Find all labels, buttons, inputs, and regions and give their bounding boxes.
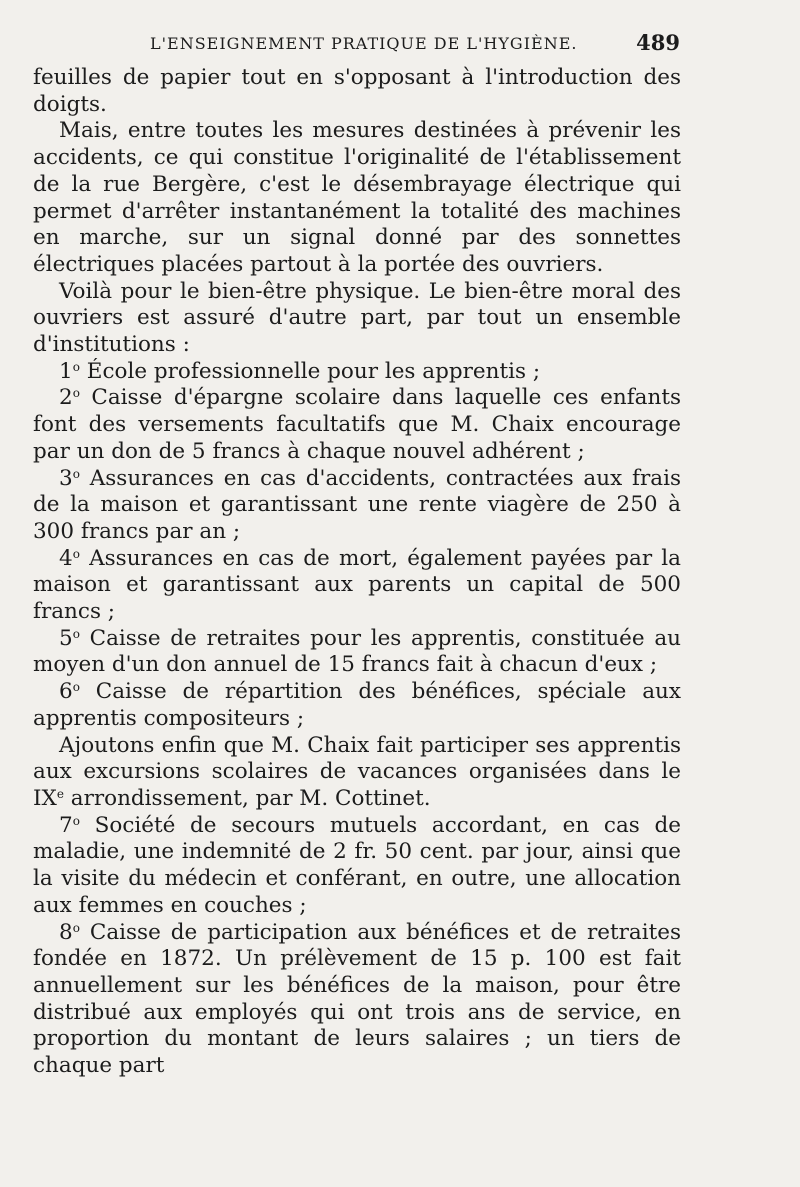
paragraph-text: Ajoutons enfin que M. Chaix fait participer ses apprentis aux excursions scolaires de vacances organisées dans le IXe arrondissement, par M. Cottinet. <box>33 732 681 811</box>
list-number: 8 <box>59 919 73 945</box>
list-item-text: Caisse de retraites pour les apprentis, constituée au moyen d'un don annuel de 15 francs fait à chacun d'eux ; <box>33 625 681 678</box>
list-item <box>33 813 681 920</box>
ordinal-marker: o <box>72 546 80 561</box>
list-number: 5 <box>59 625 73 651</box>
list-item <box>33 466 681 546</box>
list-item-text: Caisse de répartition des bénéfices, spéciale aux apprentis compositeurs ; <box>33 679 681 731</box>
ordinal-marker: o <box>72 920 80 935</box>
list-item <box>33 920 681 1080</box>
paragraph <box>33 118 681 278</box>
ordinal-marker: o <box>72 626 80 641</box>
page-header <box>140 30 680 60</box>
list-number: 7 <box>59 812 73 838</box>
ordinal-marker: o <box>72 680 80 695</box>
body-text <box>33 65 681 1080</box>
list-item <box>33 679 681 732</box>
list-item <box>33 626 681 679</box>
paragraph <box>33 279 681 359</box>
list-item-text: Caisse de participation aux bénéfices et de retraites fondée en 1872. Un prélèvement de 15 p. 100 est fait annuellement sur les bénéfices de la maison, pour être distribué aux employés qui ont trois ans de service, en proportion du montant de leurs salaires ; un tiers de chaque part <box>33 919 681 1079</box>
list-item-text: Société de secours mutuels accordant, en cas de maladie, une indemnité de 2 fr. 50 cent. par jour, ainsi que la visite du médecin et conférant, en outre, une allocation aux femmes en couches ; <box>33 812 681 918</box>
list-item-text: Assurances en cas d'accidents, contractées aux frais de la maison et garantissant une rente viagère de 250 à 300 francs par an ; <box>33 465 681 544</box>
list-number: 2 <box>59 385 73 411</box>
paragraph-text: Voilà pour le bien-être physique. Le bien-être moral des ouvriers est assuré d'autre part, par tout un ensemble d'institutions : <box>33 278 681 358</box>
paragraph-text: Mais, entre toutes les mesures destinées à prévenir les accidents, ce qui constitue l'originalité de l'établissement de la rue Bergère, c'est le désembrayage électrique qui permet d'arrêter instantanément la totalité des machines en marche, sur un signal donné par des sonnettes électriques placées partout à la portée des ouvriers. <box>33 118 681 277</box>
ordinal-marker: o <box>72 359 80 374</box>
list-number: 6 <box>59 679 73 705</box>
list-item-text: Assurances en cas de mort, également payées par la maison et garantissant aux parents un capital de 500 francs ; <box>33 545 681 625</box>
list-number: 4 <box>59 545 73 571</box>
paragraph <box>33 733 681 813</box>
paragraph-text: feuilles de papier tout en s'opposant à l'introduction des doigts. <box>33 65 681 117</box>
ordinal-marker: o <box>72 813 80 828</box>
list-item-text: École professionnelle pour les apprentis ; <box>86 358 541 384</box>
list-item <box>33 385 681 465</box>
list-item <box>33 359 681 386</box>
running-head: L'ENSEIGNEMENT PRATIQUE DE L'HYGIÈNE. <box>150 34 578 53</box>
ordinal-marker: o <box>72 466 80 481</box>
list-item <box>33 546 681 626</box>
list-number: 1 <box>59 358 73 384</box>
list-item-text: Caisse d'épargne scolaire dans laquelle ces enfants font des versements facultatifs que M. Chaix encourage par un don de 5 francs à chaque nouvel adhérent ; <box>33 385 681 464</box>
ordinal-marker: o <box>72 386 80 401</box>
list-number: 3 <box>59 465 73 491</box>
paragraph <box>33 65 681 118</box>
page-number: 489 <box>636 30 680 55</box>
